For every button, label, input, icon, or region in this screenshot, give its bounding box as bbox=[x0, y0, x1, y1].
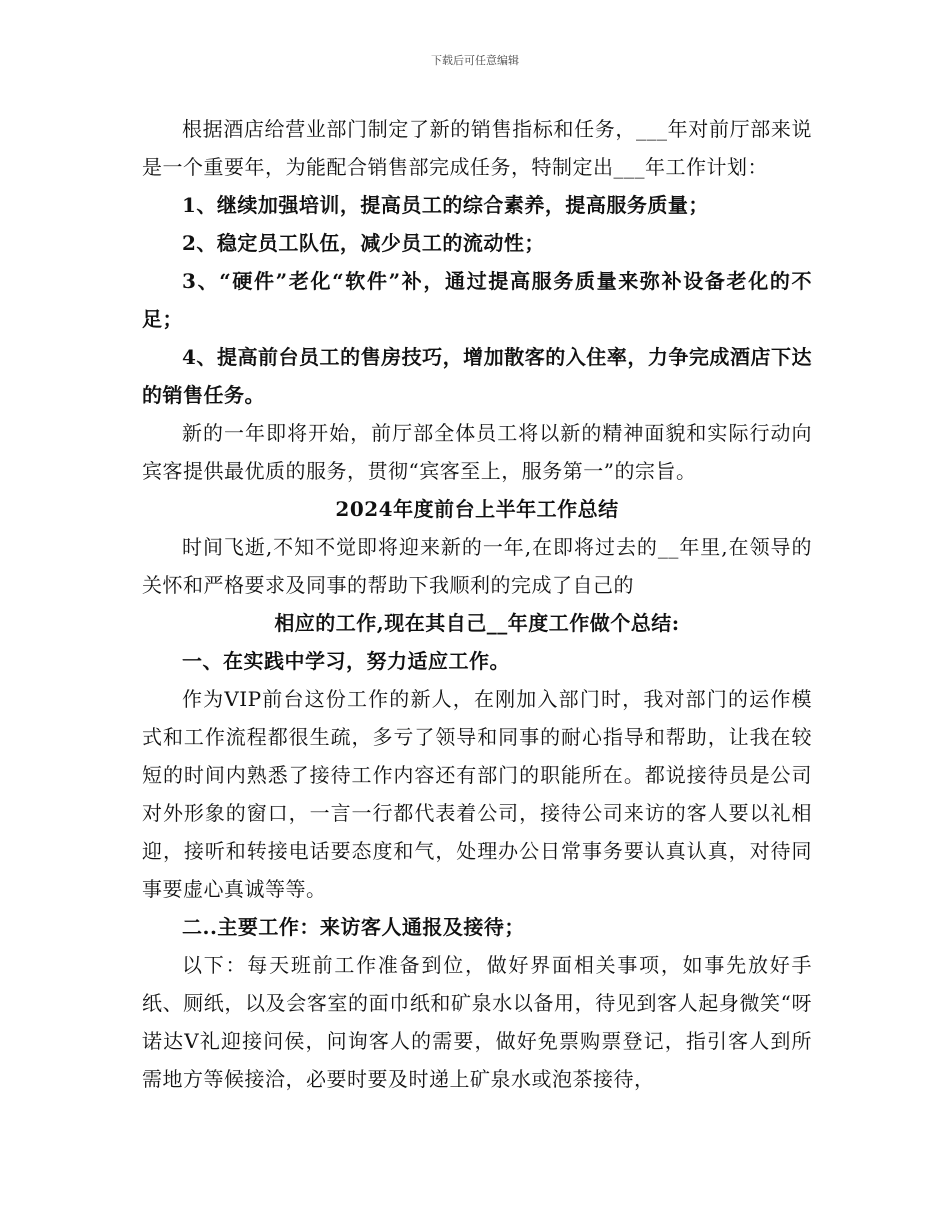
intro-paragraph: 根据酒店给营业部门制定了新的销售指标和任务，___年对前厅部来说是一个重要年，为能配合销售部完成任务，特制定出___年工作计划： bbox=[142, 117, 812, 179]
closing-paragraph: 新的一年即将开始，前厅部全体员工将以新的精神面貌和实际行动向宾客提供最优质的服务，贯彻“宾客至上，服务第一”的宗旨。 bbox=[142, 421, 812, 483]
section-title: 2024年度前台上半年工作总结 bbox=[335, 497, 619, 521]
reception-paragraph: 以下：每天班前工作准备到位，做好界面相关事项，如事先放好手纸、厕纸，以及会客室的面巾纸和矿泉水以备用，待见到客人起身微笑“呀诺达V礼迎接问侯，问询客人的需要，做好免票购票登记，指引客人到所需地方等候接洽，必要时要及时递上矿泉水或泡茶接待， bbox=[142, 953, 812, 1091]
document-body bbox=[142, 110, 812, 1098]
heading-one: 一、在实践中学习，努力适应工作。 bbox=[182, 649, 510, 673]
plan-item-2: 2、稳定员工队伍，减少员工的流动性； bbox=[182, 231, 545, 255]
summary-intro-paragraph: 时间飞逝,不知不觉即将迎来新的一年,在即将过去的__年里,在领导的关怀和严格要求及同事的帮助下我顺利的完成了自己的 bbox=[142, 535, 812, 597]
plan-item-1: 1、继续加强培训，提高员工的综合素养，提高服务质量； bbox=[182, 193, 709, 217]
practice-paragraph: 作为VIP前台这份工作的新人，在刚加入部门时，我对部门的运作模式和工作流程都很生疏，多亏了领导和同事的耐心指导和帮助，让我在较短的时间内熟悉了接待工作内容还有部门的职能所在。都说接待员是公司对外形象的窗口，一言一行都代表着公司，接待公司来访的客人要以礼相迎，接听和转接电话要态度和气，处理办公日常事务要认真认真，对待同事要虚心真诚等等。 bbox=[142, 687, 812, 901]
page-header: 下载后可任意编辑 bbox=[431, 54, 519, 67]
plan-item-4: 4、提高前台员工的售房技巧，增加散客的入住率，力争完成酒店下达的销售任务。 bbox=[142, 345, 812, 407]
plan-item-3: 3、“硬件”老化“软件”补，通过提高服务质量来弥补设备老化的不足； bbox=[142, 269, 812, 331]
summary-subtitle: 相应的工作,现在其自己__年度工作做个总结: bbox=[274, 611, 680, 635]
heading-two: 二..主要工作：来访客人通报及接待； bbox=[182, 915, 525, 939]
